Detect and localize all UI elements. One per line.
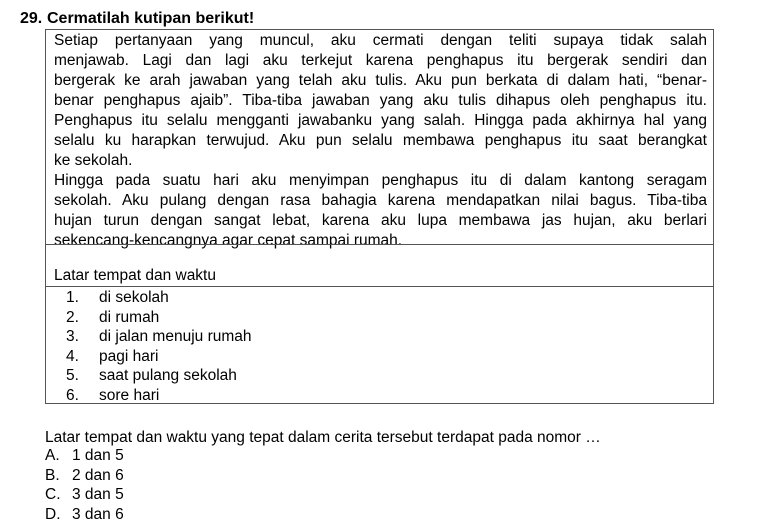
- list-item: [66, 347, 252, 367]
- excerpt-box: [45, 29, 714, 404]
- option-text: pagi hari: [99, 347, 159, 365]
- question-number: 29.: [20, 10, 43, 27]
- option-number: 2.: [66, 308, 79, 326]
- passage-line: sekencang-kencangnya agar cepat sampai rumah.: [54, 232, 403, 249]
- question-prompt: Latar tempat dan waktu yang tepat dalam cerita tersebut terdapat pada nomor …: [45, 429, 601, 446]
- option-list: [66, 288, 252, 406]
- list-item: [66, 386, 252, 406]
- option-number: 6.: [66, 386, 79, 404]
- passage-line: ke sekolah.: [54, 152, 133, 169]
- passage-line: Hingga pada suatu hari aku menyimpan penghapus itu di dalam kantong seragam: [54, 172, 707, 189]
- list-item: [66, 327, 252, 347]
- table-label: Latar tempat dan waktu: [54, 267, 216, 284]
- option-number: 1.: [66, 289, 79, 306]
- passage-line: sekolah. Aku pulang dengan rasa bahagia karena mendapatkan nilai bagus. Tiba-tiba: [54, 192, 707, 209]
- answer-text: 3 dan 6: [72, 505, 124, 523]
- option-number: 5.: [66, 367, 79, 385]
- passage-line: bergerak ke arah jawaban yang telah aku tulis. Aku pun berkata di dalam hati, “benar-: [54, 72, 707, 89]
- passage-line: Penghapus itu selalu mengganti jawabanku yang salah. Hingga pada akhirnya hal yang: [54, 112, 707, 129]
- answer-letter: B.: [45, 466, 60, 484]
- list-item: [66, 288, 252, 308]
- list-item: [66, 366, 252, 386]
- table-divider: [46, 286, 713, 287]
- passage: [54, 31, 707, 251]
- option-text: di sekolah: [99, 289, 169, 306]
- answer-choice-d[interactable]: [45, 505, 124, 525]
- answer-choice-c[interactable]: [45, 485, 124, 505]
- list-item: [66, 308, 252, 328]
- passage-line: hujan turun dengan sangat lebat, karena aku lupa membawa jas hujan, aku berlari: [54, 212, 707, 229]
- option-number: 4.: [66, 347, 79, 365]
- answer-choice-a[interactable]: [45, 446, 124, 466]
- answer-text: 1 dan 5: [72, 447, 124, 464]
- question-heading: [20, 9, 254, 29]
- answer-letter: A.: [45, 447, 60, 464]
- passage-line: selalu ku harapkan terwujud. Aku pun selalu membawa penghapus itu saat berangkat: [54, 132, 707, 149]
- passage-line: Setiap pertanyaan yang muncul, aku cermati dengan teliti supaya tidak salah: [54, 32, 707, 49]
- option-text: sore hari: [99, 386, 160, 404]
- table-divider: [46, 244, 713, 245]
- answer-letter: D.: [45, 505, 61, 523]
- question-title: Cermatilah kutipan berikut!: [47, 10, 255, 27]
- answer-text: 2 dan 6: [72, 466, 124, 484]
- answer-letter: C.: [45, 486, 61, 504]
- answer-choices: [45, 446, 124, 524]
- option-text: di rumah: [99, 308, 160, 326]
- answer-text: 3 dan 5: [72, 486, 124, 504]
- option-text: saat pulang sekolah: [99, 367, 237, 385]
- passage-line: benar penghapus ajaib”. Tiba-tiba jawaban yang aku tulis dihapus oleh penghapus itu.: [54, 92, 707, 109]
- option-text: di jalan menuju rumah: [99, 328, 252, 346]
- passage-line: menjawab. Lagi dan lagi aku terkejut karena penghapus itu bergerak sendiri dan: [54, 52, 707, 69]
- option-number: 3.: [66, 328, 79, 346]
- answer-choice-b[interactable]: [45, 466, 124, 486]
